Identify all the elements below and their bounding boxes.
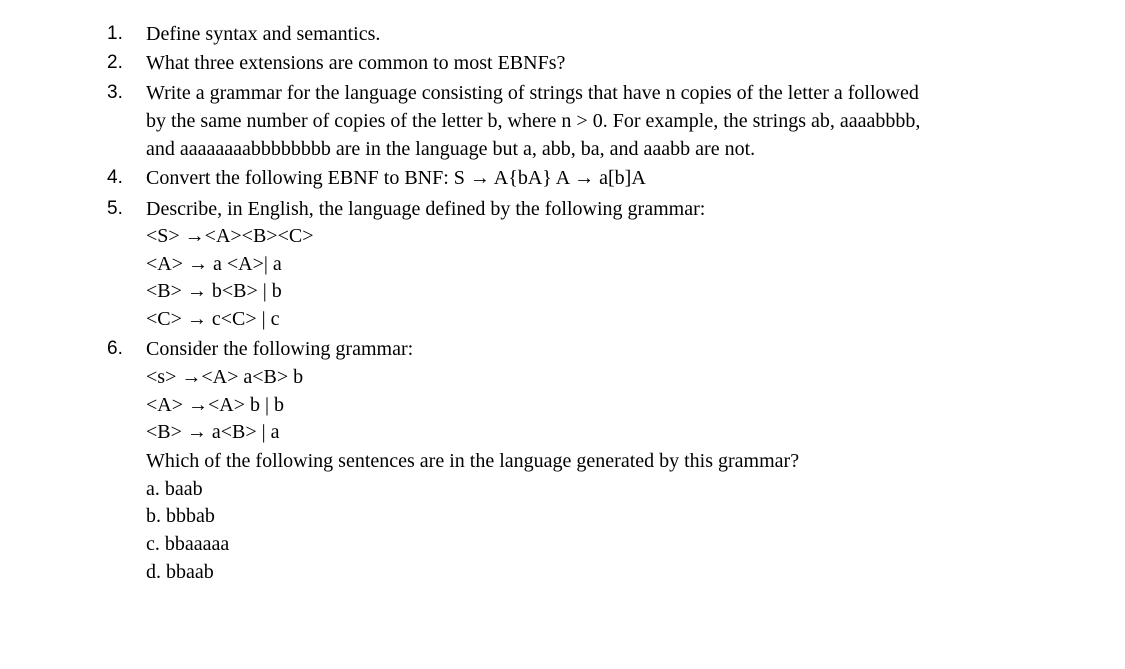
question-4-text: Convert the following EBNF to BNF: S → A{bA} A → a[b]A xyxy=(146,167,646,189)
question-3-line-2: by the same number of copies of the letter b, where n > 0. For example, the strings ab, aaaabbbb, xyxy=(146,110,921,132)
question-1-number: 1. xyxy=(107,23,123,44)
question-6-number: 6. xyxy=(107,338,123,359)
grammar-5-rule-b: <B> → b<B> | b xyxy=(146,280,282,302)
option-d: d. bbaab xyxy=(146,561,214,583)
grammar-6-rule-a: <A> →<A> b | b xyxy=(146,394,285,416)
question-6-question: Which of the following sentences are in the language generated by this grammar? xyxy=(146,450,800,472)
question-5-prompt: Describe, in English, the language defined by the following grammar: xyxy=(146,198,706,220)
grammar-5-rule-a: <A> → a <A>| a xyxy=(146,253,282,275)
option-c: c. bbaaaaa xyxy=(146,533,230,555)
question-5-number: 5. xyxy=(107,198,123,219)
question-4-number: 4. xyxy=(107,167,123,188)
question-1-text: Define syntax and semantics. xyxy=(146,23,381,45)
question-3-line-3: and aaaaaaaabbbbbbbb are in the language but a, abb, ba, and aaabb are not. xyxy=(146,138,756,160)
question-3-line-1: Write a grammar for the language consisting of strings that have n copies of the letter a followed xyxy=(146,82,919,104)
option-a: a. baab xyxy=(146,478,203,500)
grammar-5-rule-s: <S> →<A><B><C> xyxy=(146,225,314,247)
grammar-5-rule-c: <C> → c<C> | c xyxy=(146,308,280,330)
question-2-number: 2. xyxy=(107,52,123,73)
grammar-6-rule-s: <s> →<A> a<B> b xyxy=(146,366,304,388)
question-2-text: What three extensions are common to most EBNFs? xyxy=(146,52,566,74)
grammar-6-rule-b: <B> → a<B> | a xyxy=(146,421,280,443)
question-3-number: 3. xyxy=(107,82,123,103)
question-6-prompt: Consider the following grammar: xyxy=(146,338,414,360)
option-b: b. bbbab xyxy=(146,505,215,527)
